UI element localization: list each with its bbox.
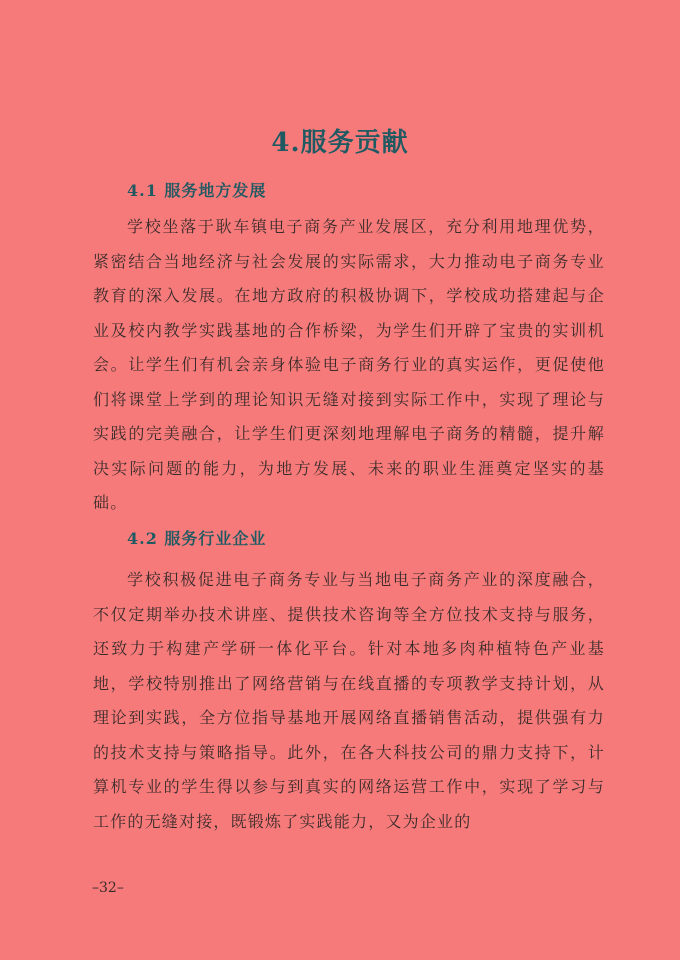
- paragraph-4-2: 学校积极促进电子商务专业与当地电子商务产业的深度融合，不仅定期举办技术讲座、提供技术咨询等全方位技术支持与服务，还致力于构建产学研一体化平台。针对本地多肉种植特色产业基地，学校特别推出了网络营销与在线直播的专项教学支持计划，从理论到实践，全方位指导基地开展网络直播销售活动，提供强有力的技术支持与策略指导。此外，在各大科技公司的鼎力支持下，计算机专业的学生得以参与到真实的网络运营工作中，实现了学习与工作的无缝对接，既锻炼了实践能力，又为企业的: [93, 570, 605, 831]
- subsection-heading-4-1: 4.1 服务地方发展: [127, 181, 267, 200]
- page-number: –32–: [92, 880, 124, 896]
- subsection-heading-4-2: 4.2 服务行业企业: [127, 529, 267, 548]
- paragraph-4-1: 学校坐落于耿车镇电子商务产业发展区，充分利用地理优势，紧密结合当地经济与社会发展的实际需求，大力推动电子商务专业教育的深入发展。在地方政府的积极协调下，学校成功搭建起与企业及校内教学实践基地的合作桥梁，为学生们开辟了宝贵的实训机会。让学生们有机会亲身体验电子商务行业的真实运作，更促使他们将课堂上学到的理论知识无缝对接到实际工作中，实现了理论与实践的完美融合，让学生们更深刻地理解电子商务的精髓，提升解决实际问题的能力，为地方发展、未来的职业生涯奠定坚实的基础。: [93, 217, 605, 512]
- section-title: 4.服务贡献: [271, 128, 409, 158]
